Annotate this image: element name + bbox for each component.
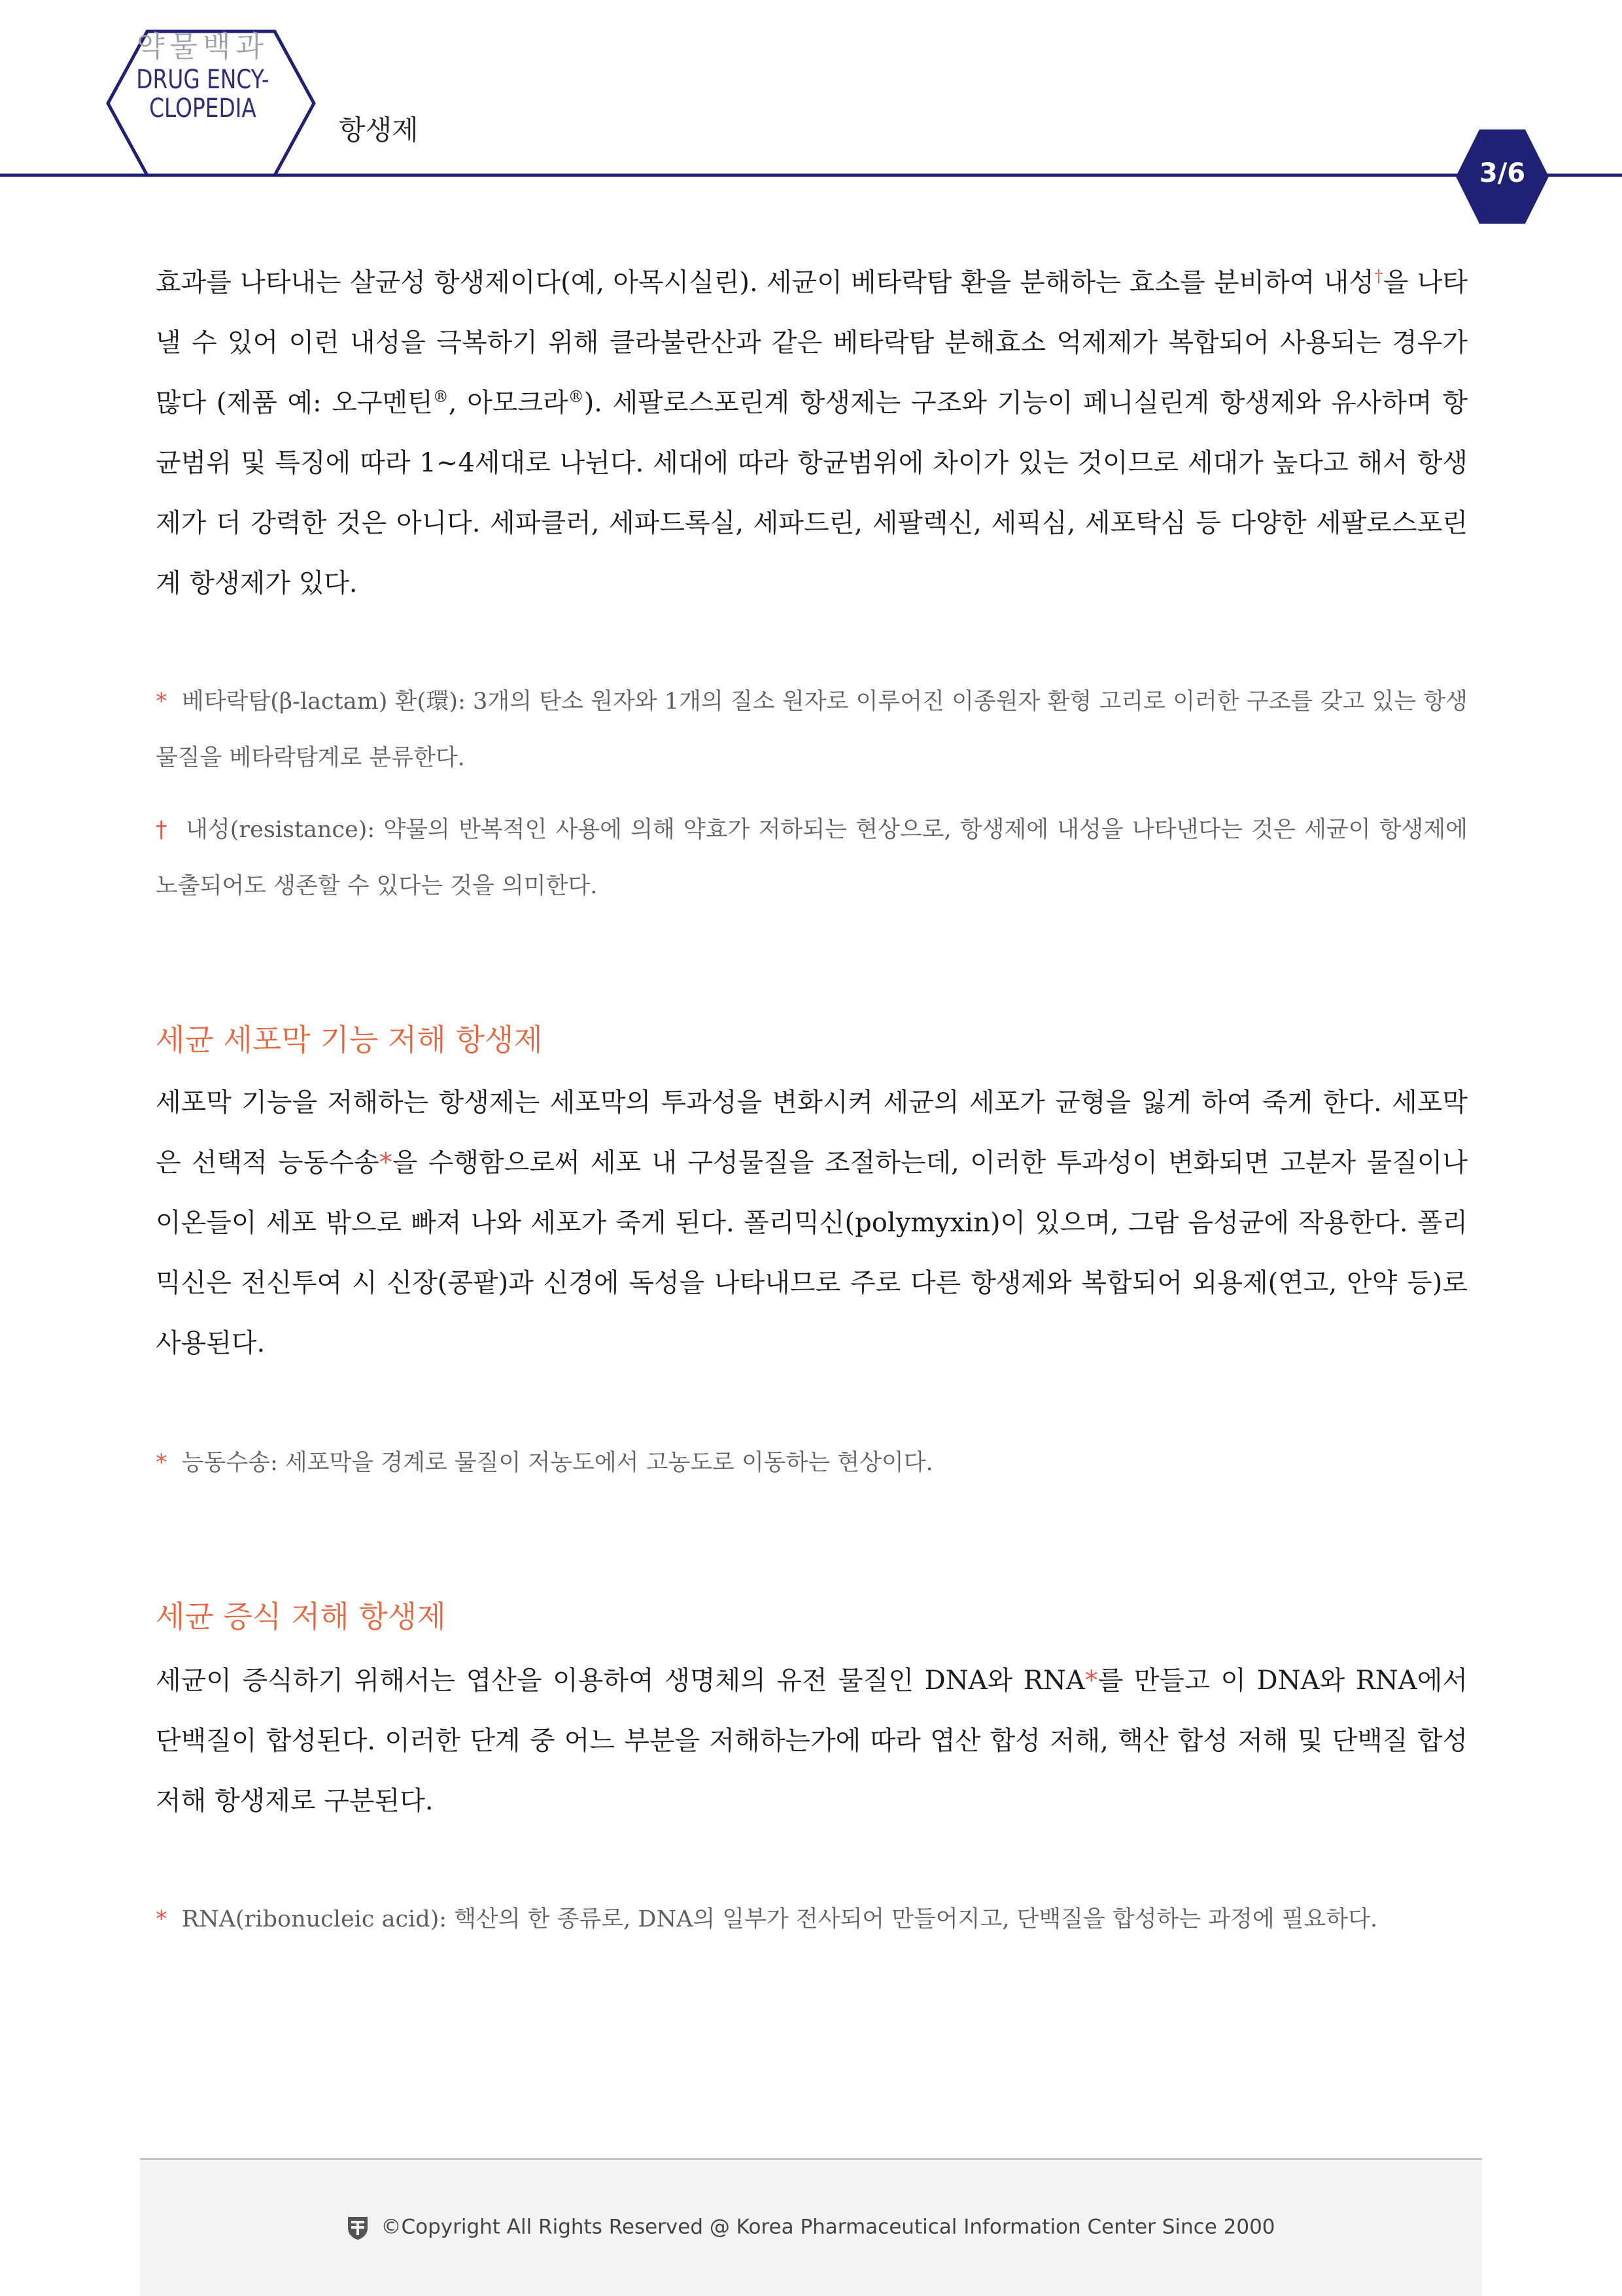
footnote-text: RNA(ribonucleic acid): 핵산의 한 종류로, DNA의 일부가 전사되어 만들어지고, 단백질을 합성하는 과정에 필요하다. (181, 1906, 1378, 1932)
footnote-text: 베타락탐(β-lactam) 환(環): 3개의 탄소 원자와 1개의 질소 원자로 이루어진 이종원자 환형 고리로 이러한 구조를 갖고 있는 항생물질을 베타락탐계로 분류한다. (156, 689, 1468, 771)
asterisk-mark: * (156, 689, 167, 715)
intro-text-2: 을 나타낼 수 있어 이런 내성을 극복하기 위해 클라불란산과 같은 베타락탐 분해효소 억제제가 복합되어 사용되는 경우가 많다 (제품 예: 오구멘틴 (156, 267, 1468, 418)
footer-copyright-line (140, 2215, 1482, 2241)
logo-english-line1: DRUG ENCY- (136, 65, 269, 95)
registered-mark: ® (432, 387, 449, 406)
footnote-text: 능동수송: 세포막을 경계로 물질이 저농도에서 고농도로 이동하는 현상이다. (181, 1450, 933, 1476)
section-proliferation-paragraph (156, 1651, 1468, 1831)
document-title: 항생제 (339, 114, 419, 146)
dagger-mark: † (156, 817, 169, 843)
intro-text-4: ). 세팔로스포린계 항생제는 구조와 기능이 페니실린계 항생제와 유사하며 항균범위 및 특징에 따라 1~4세대로 나뉜다. 세대에 따라 항균범위에 차이가 있는 것이므로 세대가 높다고 해서 항생제가 더 강력한 것은 아니다. 세파클러, 세파드록실, 세파드린, 세팔렉신, 세픽심, 세포탁심 등 다양한 세팔로스포린계 항생제가 있다. (156, 388, 1468, 598)
intro-text-1: 효과를 나타내는 살균성 항생제이다(예, 아목시실린). 세균이 베타락탐 환을 분해하는 효소를 분비하여 내성 (156, 267, 1374, 298)
section-text-1: 세균이 증식하기 위해서는 엽산을 이용하여 생명체의 유전 물질인 DNA와 RNA (156, 1666, 1085, 1696)
asterisk-mark: * (156, 1450, 167, 1476)
page-number: 3/6 (1479, 158, 1526, 188)
footnote-active-transport (156, 1435, 1468, 1491)
intro-text-3: , 아모크라 (448, 388, 568, 418)
logo-korean: 약물백과 (136, 30, 269, 63)
section-text-2: 을 수행함으로써 세포 내 구성물질을 조절하는데, 이러한 투과성이 변화되면 고분자 물질이나 이온들이 세포 밖으로 빠져 나와 세포가 죽게 된다. 폴리믹신(polymyxin)이 있으며, 그람 음성균에 작용한다. 폴리믹신은 전신투여 시 신장(콩팥)과 신경에 독성을 나타내므로 주로 다른 항생제와 복합되어 외용제(연고, 안약 등)로 사용된다. (156, 1148, 1468, 1358)
crest-icon (347, 2215, 369, 2241)
footnote-resistance (156, 802, 1468, 914)
logo-english-line2: CLOPEDIA (149, 94, 256, 124)
asterisk-mark: * (1084, 1666, 1098, 1696)
copyright-text: ©Copyright All Rights Reserved @ Korea Pharmaceutical Information Center Since 2000 (381, 2215, 1275, 2239)
footer (140, 2158, 1482, 2296)
footnote-rna (156, 1891, 1468, 1947)
footnote-text: 내성(resistance): 약물의 반복적인 사용에 의해 약효가 저하되는 현상으로, 항생제에 내성을 나타낸다는 것은 세균이 항생제에 노출되어도 생존할 수 있다는 것을 의미한다. (156, 817, 1468, 899)
footnote-beta-lactam (156, 674, 1468, 786)
section-text-1: 세포막 기능을 저해하는 항생제는 세포막의 투과성을 변화시켜 세균의 세포가 균형을 잃게 하여 죽게 한다. 세포막은 선택적 능동수송 (156, 1088, 1468, 1178)
section-title-proliferation: 세균 증식 저해 항생제 (156, 1599, 446, 1634)
intro-paragraph (156, 252, 1468, 613)
logo (118, 29, 288, 123)
section-text-2: 를 만들고 이 DNA와 RNA에서 단백질이 합성된다. 이러한 단계 중 어느 부분을 저해하는가에 따라 엽산 합성 저해, 핵산 합성 저해 및 단백질 합성 저해 항생제로 구분된다. (156, 1666, 1468, 1816)
section-membrane-paragraph (156, 1072, 1468, 1373)
asterisk-mark: * (156, 1906, 167, 1932)
registered-mark: ® (568, 387, 584, 406)
section-title-membrane: 세균 세포막 기능 저해 항생제 (156, 1022, 543, 1057)
asterisk-mark: * (379, 1148, 392, 1178)
dagger-mark: † (1374, 266, 1383, 286)
